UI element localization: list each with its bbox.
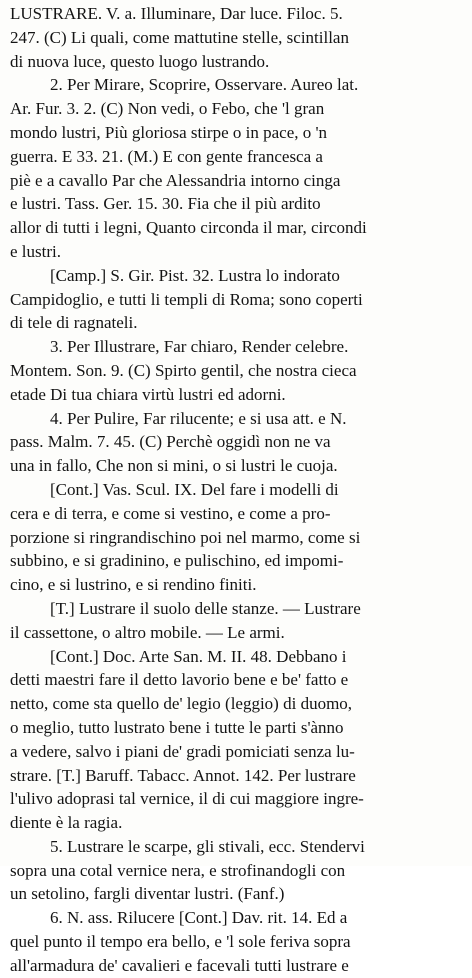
entry-line-41: all'armadura de' cavalieri e facevali tutti lustrare e xyxy=(10,955,349,975)
entry-line-32: a vedere, salvo i piani de' gradi pomiciati senza lu- xyxy=(10,741,355,761)
entry-line-21: [Cont.] Vas. Scul. IX. Del fare i modelli di xyxy=(50,479,339,499)
entry-line-2: 247. (C) Li quali, come mattutine stelle, scintillan xyxy=(10,27,349,47)
entry-line-36: 5. Lustrare le scarpe, gli stivali, ecc. Stendervi xyxy=(50,836,365,856)
entry-line-30: netto, come sta quello de' legio (leggio) di duomo, xyxy=(10,694,353,714)
entry-line-31: o meglio, tutto lustrato bene i tutte le parti s'ànno xyxy=(10,717,344,737)
entry-line-7: guerra. E 33. 21. (M.) E con gente francesca a xyxy=(10,146,323,166)
entry-line-6: mondo lustri, Più gloriosa stirpe o in pace, o 'n xyxy=(10,122,328,142)
entry-line-1: LUSTRARE. V. a. Illuminare, Dar luce. Filoc. 5. xyxy=(10,4,343,23)
entry-line-4: 2. Per Mirare, Scoprire, Osservare. Aureo lat. xyxy=(50,75,359,95)
entry-line-33: strare. [T.] Baruff. Tabacc. Annot. 142. Per lustrare xyxy=(10,765,356,785)
entry-line-19: pass. Malm. 7. 45. (C) Perchè oggidì non ne va xyxy=(10,432,331,452)
entry-line-27: il cassettone, o altro mobile. — Le armi. xyxy=(10,622,285,642)
entry-line-9: e lustri. Tass. Ger. 15. 30. Fia che il più ardito xyxy=(10,194,321,214)
entry-line-35: diente è la ragia. xyxy=(10,813,123,833)
entry-line-26: [T.] Lustrare il suolo delle stanze. — Lustrare xyxy=(50,598,361,618)
entry-line-29: detti maestri fare il detto lavorio bene e be' fatto e xyxy=(10,670,349,690)
entry-line-3: di nuova luce, questo luogo lustrando. xyxy=(10,51,270,71)
entry-line-25: cino, e si lustrino, e si rendino finiti. xyxy=(10,575,257,595)
entry-line-5: Ar. Fur. 3. 2. (C) Non vedi, o Febo, che 'l gran xyxy=(10,99,325,119)
entry-line-14: di tele di ragnateli. xyxy=(10,313,138,333)
entry-line-34: l'ulivo adoprasi tal vernice, il di cui maggiore ingre- xyxy=(10,789,364,809)
entry-line-17: etade Di tua chiara virtù lustri ed adorni. xyxy=(10,384,286,404)
entry-line-18: 4. Per Pulire, Far rilucente; e si usa att. e N. xyxy=(50,408,347,428)
entry-line-12: [Camp.] S. Gir. Pist. 32. Lustra lo indorato xyxy=(50,265,340,285)
entry-line-16: Montem. Son. 9. (C) Spirto gentil, che nostra cieca xyxy=(10,360,357,380)
entry-line-40: quel punto il tempo era bello, e 'l sole feriva sopra xyxy=(10,932,351,952)
entry-line-37: sopra una cotal vernice nera, e strofinandogli con xyxy=(10,860,346,880)
entry-line-24: subbino, e si gradinino, e pulischino, ed impomi- xyxy=(10,551,344,571)
entry-line-13: Campidoglio, e tutti li templi di Roma; sono coperti xyxy=(10,289,363,309)
entry-line-23: porzione si ringrandischino poi nel marmo, come si xyxy=(10,527,361,547)
entry-line-20: una in fallo, Che non si mini, o si lustri le cuoja. xyxy=(10,456,338,476)
entry-line-15: 3. Per Illustrare, Far chiaro, Render celebre. xyxy=(50,337,349,357)
entry-line-10: allor di tutti i legni, Quanto circonda il mar, circondi xyxy=(10,218,367,238)
entry-line-28: [Cont.] Doc. Arte San. M. II. 48. Debbano i xyxy=(50,646,347,666)
entry-line-22: cera e di terra, e come si vestino, e come a pro- xyxy=(10,503,331,523)
entry-line-11: e lustri. xyxy=(10,241,61,261)
entry-line-39: 6. N. ass. Rilucere [Cont.] Dav. rit. 14. Ed a xyxy=(50,908,348,928)
entry-line-8: piè e a cavallo Par che Alessandria intorno cinga xyxy=(10,170,341,190)
entry-line-38: un setolino, fargli diventar lustri. (Fanf.) xyxy=(10,884,285,904)
